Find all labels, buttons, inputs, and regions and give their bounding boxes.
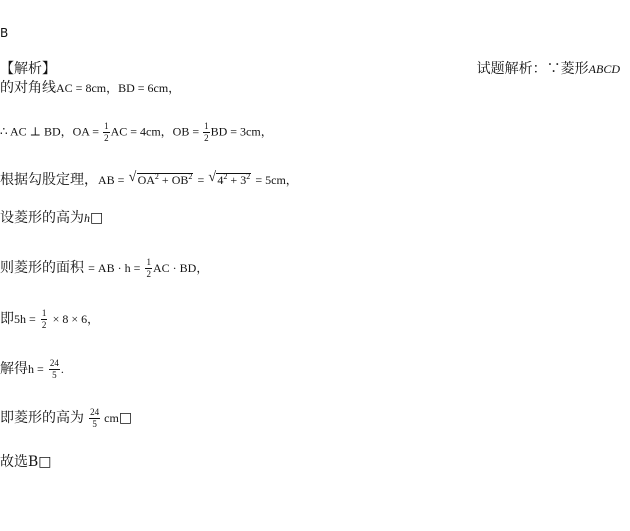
- fraction-numerator: 24: [90, 407, 100, 417]
- line1-math: AC = 8cm，BD = 6cm，: [56, 81, 181, 95]
- exponent: 2: [246, 172, 251, 181]
- fraction-denominator: 2: [204, 133, 209, 143]
- equals-sign: =: [197, 173, 205, 187]
- solution-line-1: [0, 81, 180, 95]
- line2-part1: AC ⊥ BD，OA =: [9, 124, 100, 139]
- line6-part2: × 8 × 6，: [52, 312, 100, 326]
- solution-line-8: [0, 408, 132, 429]
- radicand-term: + 3: [227, 173, 247, 187]
- fraction-half: [41, 309, 48, 330]
- sqrt-expression-1: [130, 173, 194, 186]
- fraction-numerator: 24: [49, 358, 59, 368]
- line3-tail: = 5cm，: [255, 173, 298, 187]
- therefore-symbol: ∴: [0, 124, 8, 139]
- radicand-term: + OB: [158, 173, 189, 187]
- analysis-intro: [477, 62, 620, 76]
- line8-text: 即菱形的高为: [0, 410, 84, 426]
- answer-label: B: [0, 26, 9, 40]
- solution-line-6: [0, 309, 99, 330]
- fraction-numerator: 1: [41, 308, 47, 318]
- line8-suffix: □: [118, 410, 133, 426]
- exponent: 2: [223, 172, 228, 181]
- fraction-half-1: [103, 122, 110, 143]
- solution-line-5: [0, 258, 208, 279]
- solution-line-7: [0, 359, 64, 380]
- fraction-numerator: 1: [204, 121, 209, 131]
- line7-text: 解得: [0, 361, 28, 377]
- line2-part3: BD = 3cm，: [210, 124, 273, 139]
- line5-part2: AC · BD，: [152, 261, 209, 275]
- line4-text: 设菱形的高为: [0, 210, 84, 226]
- line1-text: 的对角线: [0, 80, 56, 96]
- line5-text: 则菱形的面积: [0, 260, 84, 276]
- analysis-intro-prefix: 试题解析：∵菱形: [476, 61, 589, 77]
- line6-part1: 5h =: [14, 312, 36, 326]
- line7-part1: h =: [28, 362, 44, 376]
- fraction-denominator: 5: [92, 419, 97, 429]
- fraction-denominator: 2: [41, 320, 47, 330]
- sqrt-expression-2: [209, 173, 251, 186]
- rhombus-name: ABCD: [588, 62, 620, 76]
- line5-part1: = AB · h =: [88, 261, 141, 275]
- exponent: 2: [188, 172, 193, 181]
- fraction-24-over-5: [49, 359, 60, 380]
- unit-cm: cm: [101, 411, 119, 425]
- solution-line-3: [0, 173, 298, 187]
- exponent: 2: [154, 172, 159, 181]
- solution-line-2: [0, 122, 273, 143]
- line6-text: 即: [0, 311, 14, 327]
- radicand-term: OA: [137, 173, 155, 187]
- fraction-numerator: 1: [146, 257, 151, 267]
- solution-line-4: [0, 211, 103, 225]
- fraction-numerator: 1: [104, 121, 109, 131]
- fraction-half-2: [203, 122, 210, 143]
- fraction-denominator: 2: [104, 133, 109, 143]
- fraction-denominator: 2: [146, 269, 151, 279]
- height-variable: h: [84, 211, 90, 225]
- radicand-term: 4: [217, 173, 224, 187]
- line7-part2: .: [60, 362, 64, 376]
- analysis-heading: 【解析】: [0, 61, 56, 77]
- fraction-half: [145, 258, 152, 279]
- line2-part2: AC = 4cm，OB =: [110, 124, 200, 139]
- line3-text: 根据勾股定理，: [0, 172, 98, 188]
- fraction-24-over-5: [89, 408, 100, 429]
- line3-part1: AB =: [98, 173, 125, 187]
- line4-suffix: □: [90, 210, 104, 226]
- fraction-denominator: 5: [52, 370, 57, 380]
- solution-line-9: 故选B□: [0, 454, 52, 470]
